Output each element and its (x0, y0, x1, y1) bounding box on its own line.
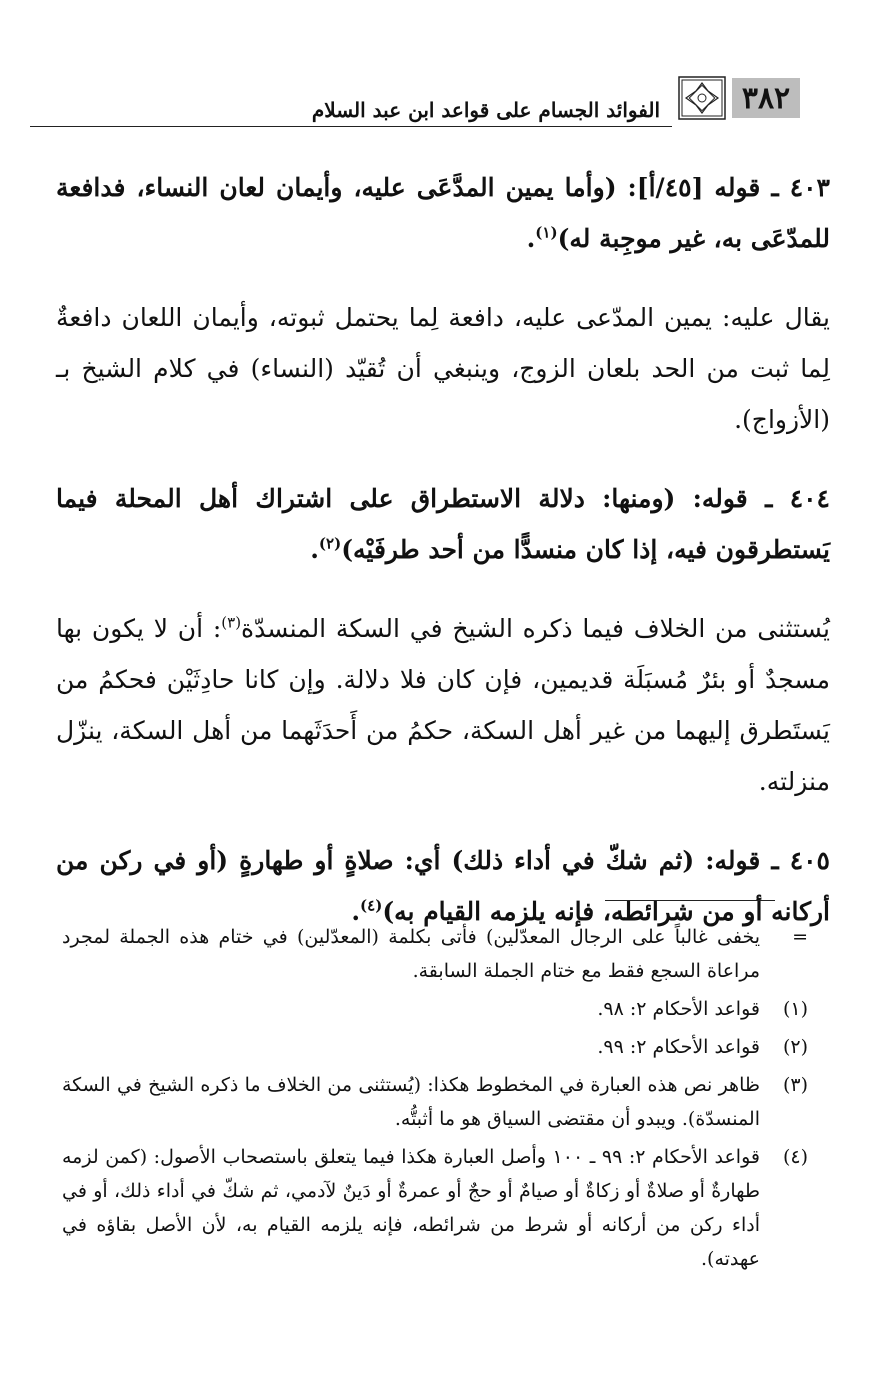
footnote-text: قواعد الأحكام ٢: ٩٩ ـ ١٠٠ وأصل العبارة هكذا فيما يتعلق باستصحاب الأصول: (كمن لزمه طهارةٌ أو صلاةٌ أو زكاةٌ أو صيامٌ أو حجٌ أو عمرةٌ أو دَينٌ لآدمي، ثم شكّ في أداء ذلك، أو في أداء ركن من أركانه أو شرط من شرائطه، فإنه يلزمه القيام به، لأن الأصل بقاؤه في عهدته). (62, 1146, 760, 1270)
running-title: الفوائد الجسام على قواعد ابن عبد السلام (311, 98, 660, 122)
footnote-2 (62, 1030, 812, 1064)
footnote-continuation (62, 920, 812, 988)
footnote-ref: (٤) (360, 896, 383, 915)
footnote-mark: = (792, 926, 808, 948)
commentary-403: يقال عليه: يمين المدّعى عليه، دافعة لِما يحتمل ثبوته، وأيمان اللعان دافعةٌ لِما ثبت من الحد بلعان الزوج، وينبغي أن تُقيّد (النساء) في كلام الشيخ بـ (الأزواج). (56, 303, 830, 434)
footnote-text: قواعد الأحكام ٢: ٩٨. (597, 998, 760, 1020)
page-header (30, 72, 800, 128)
footnote-1 (62, 992, 812, 1026)
page-number: ٣٨٢ (732, 78, 800, 118)
quote-403 (56, 162, 830, 264)
commentary-404 (56, 603, 830, 807)
main-text (56, 162, 830, 965)
footnote-text: ظاهر نص هذه العبارة في المخطوط هكذا: (يُستثنى من الخلاف ما ذكره الشيخ في السكة المنسدّة). ويبدو أن مقتضى السياق هو ما أثبتُّه. (62, 1074, 760, 1130)
footnotes (62, 920, 812, 1280)
footnote-mark: (٣) (782, 1074, 808, 1096)
quote-end: . (310, 535, 319, 564)
footnote-ref: (١) (535, 223, 558, 242)
quote-text: ٤٠٣ ـ قوله [٤٥/أ]: (وأما يمين المدَّعَى عليه، وأيمان لعان النساء، فدافعة للمدّعَى به، غير موجِبة له) (56, 173, 830, 253)
footnote-3 (62, 1068, 812, 1136)
footnote-4 (62, 1140, 812, 1276)
footnote-separator (605, 900, 775, 901)
commentary-text: يُستثنى من الخلاف فيما ذكره الشيخ في السكة المنسدّة (241, 614, 830, 643)
header-rule (30, 126, 672, 127)
quote-end: . (526, 224, 536, 253)
quote-end: . (351, 897, 361, 926)
footnote-mark: (٢) (782, 1036, 808, 1058)
quote-text: ٤٠٥ ـ قوله: (ثم شكّ في أداء ذلك) أي: صلاةٍ أو طهارةٍ (أو في ركن من أركانه أو من شرائطه، فإنه يلزمه القيام به) (56, 846, 830, 926)
footnote-text: يخفى غالباً على الرجال المعدّلين) فأتى بكلمة (المعدّلين) في ختام هذه الجملة لمجرد مراعاة السجع فقط مع ختام الجملة السابقة. (62, 926, 760, 982)
quote-404 (56, 473, 830, 575)
footnote-ref: (٢) (318, 534, 342, 553)
footnote-text: قواعد الأحكام ٢: ٩٩. (597, 1036, 760, 1058)
footnote-mark: (١) (782, 998, 808, 1020)
quote-text: ٤٠٤ ـ قوله: (ومنها: دلالة الاستطراق على اشتراك أهل المحلة فيما يَستطرقون فيه، إذا كان منسدًّا من أحد طرفَيْه) (56, 484, 830, 564)
footnote-mark: (٤) (782, 1146, 808, 1168)
footnote-ref: (٣) (221, 613, 242, 632)
ornament-icon (678, 76, 726, 120)
commentary-text: : أن لا يكون بها مسجدٌ أو بئرٌ مُسبَلَة قديمين، فإن كان فلا دلالة. وإن كانا حادِثَيْن فحكمُ من يَستَطرق إليهما من غير أهل السكة، حكمُ من أَحدَثَهما من أهل السكة، ينزّل منزلته. (56, 614, 830, 796)
